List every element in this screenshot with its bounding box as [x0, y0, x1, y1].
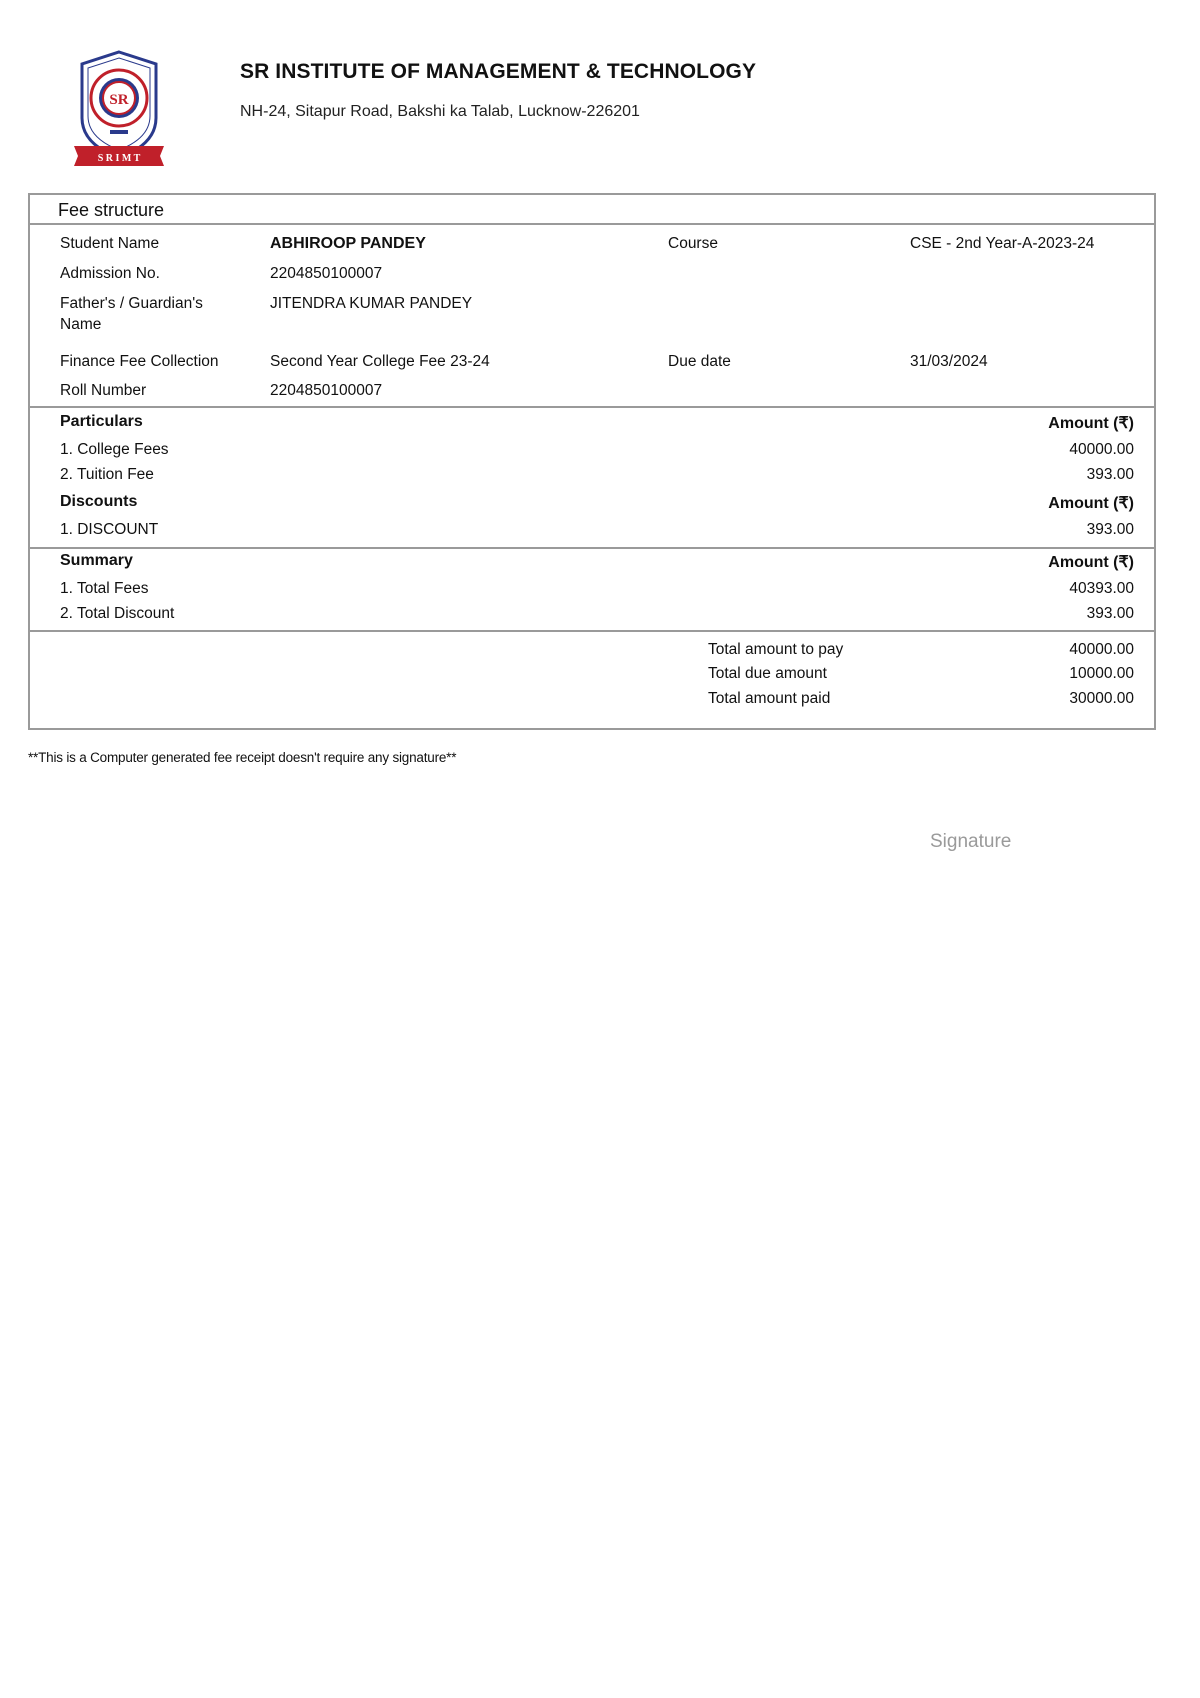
particular-item-label: 2. Tuition Fee [60, 466, 154, 483]
summary-heading: Summary [60, 552, 133, 569]
admission-no-value: 2204850100007 [270, 265, 383, 282]
guardian-label-line2: Name [60, 316, 102, 333]
student-name-label: Student Name [60, 235, 160, 252]
course-label: Course [668, 235, 718, 252]
total-amount: 10000.00 [1069, 665, 1134, 682]
summary-item-amount: 40393.00 [1069, 580, 1134, 597]
admission-no-label: Admission No. [60, 265, 160, 282]
divider [30, 630, 1154, 632]
roll-number-label: Roll Number [60, 382, 147, 399]
signature-label: Signature [930, 831, 1012, 852]
total-label: Total amount paid [708, 690, 831, 707]
summary-item-amount: 393.00 [1086, 605, 1134, 622]
roll-number-value: 2204850100007 [270, 382, 383, 399]
particular-item-amount: 393.00 [1086, 466, 1134, 483]
particular-item-label: 1. College Fees [60, 441, 169, 458]
particular-item-amount: 40000.00 [1069, 441, 1134, 458]
summary-item-label: 2. Total Discount [60, 605, 175, 622]
discounts-heading: Discounts [60, 493, 138, 510]
fee-structure-title-bar [30, 195, 1154, 225]
total-amount: 40000.00 [1069, 641, 1134, 658]
divider [30, 406, 1154, 408]
total-label: Total amount to pay [708, 641, 844, 658]
summary-amount-heading: Amount (₹) [1048, 554, 1134, 571]
discount-item-amount: 393.00 [1086, 521, 1134, 538]
summary-item-label: 1. Total Fees [60, 580, 149, 597]
computer-generated-note: **This is a Computer generated fee receipt doesn't require any signature** [28, 750, 457, 765]
divider [30, 547, 1154, 549]
discount-item-label: 1. DISCOUNT [60, 521, 159, 538]
receipt-header [0, 0, 1200, 180]
due-date-value: 31/03/2024 [910, 353, 988, 370]
due-date-label: Due date [668, 353, 731, 370]
institute-name: SR INSTITUTE OF MANAGEMENT & TECHNOLOGY [240, 60, 757, 83]
fee-structure-title: Fee structure [58, 200, 165, 220]
logo-initials: SR [109, 92, 129, 108]
guardian-label-line1: Father's / Guardian's [60, 295, 203, 312]
fee-structure-box [28, 193, 1156, 730]
finance-fee-collection-value: Second Year College Fee 23-24 [270, 353, 490, 370]
institute-logo-icon [72, 48, 166, 168]
discounts-amount-heading: Amount (₹) [1048, 495, 1134, 512]
total-amount: 30000.00 [1069, 690, 1134, 707]
student-name-value: ABHIROOP PANDEY [270, 235, 426, 252]
particulars-heading: Particulars [60, 413, 143, 430]
logo-banner-text: S R I M T [97, 153, 141, 164]
institute-address: NH-24, Sitapur Road, Bakshi ka Talab, Lucknow-226201 [240, 103, 640, 120]
course-value: CSE - 2nd Year-A-2023-24 [910, 235, 1095, 252]
finance-fee-collection-label: Finance Fee Collection [60, 353, 219, 370]
guardian-name-value: JITENDRA KUMAR PANDEY [270, 295, 473, 312]
particulars-amount-heading: Amount (₹) [1048, 415, 1134, 432]
total-label: Total due amount [708, 665, 827, 682]
